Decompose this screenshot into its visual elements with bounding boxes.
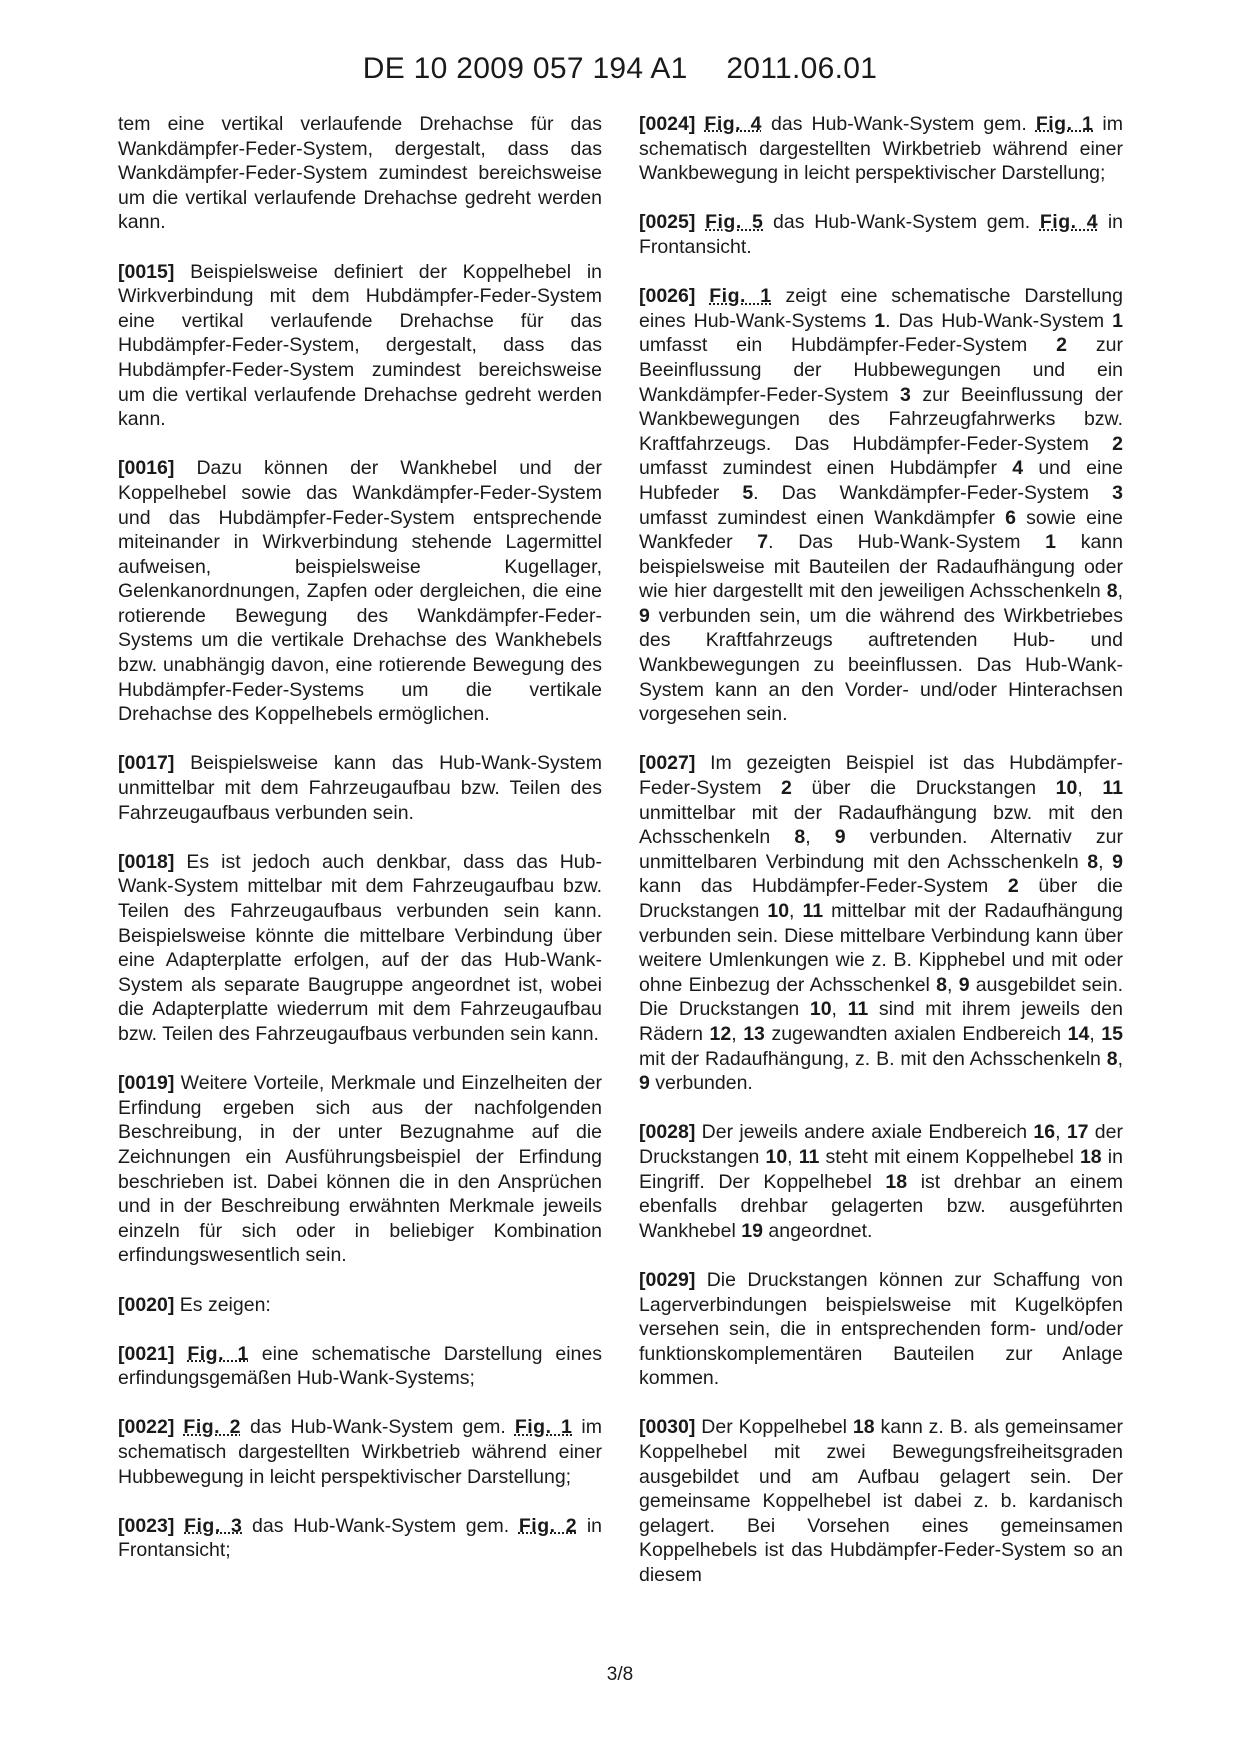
reference-numeral: 10	[765, 1145, 788, 1168]
paragraph-0028: [0028] Der jeweils andere axiale Endbereich 16, 17 der Druckstangen 10, 11 steht mit einem Koppelhebel 18 in Eingriff. Der Koppelhebel 18 ist drehbar an einem ebenfalls drehbar gelagerten bzw. ausgeführten Wankhebel 19 angeordnet.	[639, 1121, 1123, 1242]
paragraph-number: [0021]	[118, 1342, 175, 1365]
right-column	[639, 112, 1123, 1612]
reference-numeral: 4	[1012, 457, 1024, 480]
figure-link[interactable]: Fig. 3	[184, 1514, 243, 1537]
reference-numeral: 11	[802, 900, 824, 922]
reference-numeral: 3	[900, 383, 911, 406]
figure-link[interactable]: Fig. 1	[1035, 113, 1094, 135]
reference-numeral: 11	[1102, 777, 1123, 800]
paragraph-number: [0016]	[118, 457, 175, 480]
reference-numeral: 19	[741, 1219, 763, 1242]
reference-numeral: 18	[852, 1416, 875, 1439]
reference-numeral: 12	[709, 1022, 732, 1045]
paragraph-number: [0019]	[118, 1072, 175, 1095]
paragraph-0015: [0015] Beispielsweise definiert der Koppelhebel in Wirkverbindung mit dem Hubdämpfer-Feder-System eine vertikal verlaufende Drehachse für das Hubdämpfer-Feder-System, dergestalt, dass das Hubdämpfer-Feder-System zumindest bereichsweise um die vertikal verlaufende Drehachse gedreht werden kann.	[118, 260, 602, 431]
reference-numeral: 2	[1112, 432, 1123, 455]
publication-date: 2011.06.01	[726, 52, 878, 85]
paragraph-0023: [0023] Fig. 3 das Hub-Wank-System gem. Fig. 2 in Frontansicht;	[118, 1514, 603, 1562]
paragraph-0030: [0030] Der Koppelhebel 18 kann z. B. als gemeinsamer Koppelhebel mit zwei Bewegungsfreiheitsgraden ausgebildet und am Aufbau gelagert sein. Der gemeinsame Koppelhebel ist dabei z. b. kardanisch gelagert. Bei Vorsehen eines gemeinsamen Koppelhebels ist das Hubdämpfer-Feder-System so an diesem	[639, 1416, 1123, 1587]
paragraph-number: [0025]	[639, 211, 696, 234]
figure-link[interactable]: Fig. 5	[705, 211, 764, 234]
reference-numeral: 11	[847, 998, 869, 1021]
paragraph-number: [0017]	[118, 752, 175, 775]
paragraph-number: [0018]	[118, 850, 175, 873]
reference-numeral: 2	[781, 777, 792, 800]
paragraph-number: [0029]	[639, 1268, 696, 1291]
reference-numeral: 6	[1005, 506, 1016, 529]
reference-numeral: 9	[834, 826, 846, 849]
reference-numeral: 10	[767, 900, 790, 922]
reference-numeral: 10	[809, 998, 832, 1021]
paragraph-0025: [0025] Fig. 5 das Hub-Wank-System gem. Fig. 4 in Frontansicht.	[639, 211, 1124, 258]
figure-link[interactable]: Fig. 1	[514, 1416, 573, 1439]
paragraph-0024: [0024] Fig. 4 das Hub-Wank-System gem. Fig. 1 im schematisch dargestellten Wirkbetrieb während einer Wankbewegung in leicht perspektivischer Darstellung;	[639, 113, 1123, 185]
figure-link[interactable]: Fig. 1	[187, 1342, 249, 1365]
figure-link[interactable]: Fig. 4	[1039, 211, 1099, 234]
left-column	[118, 112, 602, 1588]
reference-numeral: 9	[1112, 850, 1123, 873]
page-number: 3/8	[606, 1664, 634, 1685]
paragraph-continued: tem eine vertikal verlaufende Drehachse für das Wankdämpfer-Feder-System, dergestalt, dass das Wankdämpfer-Feder-System zumindest bereichsweise um die vertikal verlaufende Drehachse gedreht werden kann.	[118, 113, 602, 234]
reference-numeral: 8	[794, 826, 806, 849]
paragraph-0026: [0026] Fig. 1 zeigt eine schematische Darstellung eines Hub-Wank-Systems 1. Das Hub-Wank-System 1 umfasst ein Hubdämpfer-Feder-System 2 zur Beeinflussung der Hubbewegungen und ein Wankdämpfer-Feder-System 3 zur Beeinflussung der Wankbewegungen des Fahrzeugfahrwerks bzw. Kraftfahrzeugs. Das Hubdämpfer-Feder-System 2 umfasst zumindest einen Hubdämpfer 4 und eine Hubfeder 5. Das Wankdämpfer-Feder-System 3 umfasst zumindest einen Wankdämpfer 6 sowie eine Wankfeder 7. Das Hub-Wank-System 1 kann beispielsweise mit Bauteilen der Radaufhängung oder wie hier dargestellt mit den jeweiligen Achsschenkeln 8, 9 verbunden sein, um die während des Wirkbetriebes des Kraftfahrzeugs auftretenden Hub- und Wankbewegungen zu beeinflussen. Das Hub-Wank-System kann an den Vorder- und/oder Hinterachsen vorgesehen sein.	[639, 285, 1124, 726]
reference-numeral: 9	[639, 604, 650, 627]
paragraph-number: [0015]	[118, 260, 175, 283]
figure-link[interactable]: Fig. 2	[183, 1416, 241, 1439]
figure-link[interactable]: Fig. 2	[518, 1514, 578, 1537]
reference-numeral: 1	[874, 309, 886, 332]
reference-numeral: 15	[1101, 1022, 1123, 1045]
reference-numeral: 18	[885, 1170, 908, 1193]
reference-numeral: 8	[1106, 1047, 1118, 1070]
paragraph-number: [0027]	[639, 752, 696, 775]
paragraph-number: [0030]	[639, 1416, 696, 1439]
paragraph-0018: [0018] Es ist jedoch auch denkbar, dass das Hub-Wank-System mittelbar mit dem Fahrzeugaufbau bzw. Teilen des Fahrzeugaufbaus verbunden sein kann. Beispielsweise könnte die mittelbare Verbindung über eine Adapterplatte erfolgen, auf der das Hub-Wank-System als separate Baugruppe angeordnet ist, wobei die Adapterplatte wiederrum mit dem Fahrzeugaufbau bzw. Teilen des Fahrzeugaufbaus verbunden sein kann.	[118, 850, 602, 1045]
paragraph-0022: [0022] Fig. 2 das Hub-Wank-System gem. Fig. 1 im schematisch dargestellten Wirkbetrieb während einer Hubbewegung in leicht perspektivischer Darstellung;	[118, 1416, 602, 1488]
reference-numeral: 3	[1112, 481, 1123, 504]
reference-numeral: 11	[798, 1145, 820, 1168]
reference-numeral: 2	[1007, 875, 1019, 898]
paragraph-0027: [0027] Im gezeigten Beispiel ist das Hubdämpfer-Feder-System 2 über die Druckstangen 10, 11 unmittelbar mit der Radaufhängung bzw. mit den Achsschenkeln 8, 9 verbunden. Alternativ zur unmittelbaren Verbindung mit den Achsschenkeln 8, 9 kann das Hubdämpfer-Feder-System 2 über die Druckstangen 10, 11 mittelbar mit der Radaufhängung verbunden sein. Diese mittelbare Verbindung kann über weitere Umlenkungen wie z. B. Kipphebel und mit oder ohne Einbezug der Achsschenkel 8, 9 ausgebildet sein. Die Druckstangen 10, 11 sind mit ihrem jeweils den Rädern 12, 13 zugewandten axialen Endbereich 14, 15 mit der Radaufhängung, z. B. mit den Achsschenkeln 8, 9 verbunden.	[639, 752, 1123, 1095]
paragraph-number: [0020]	[118, 1293, 175, 1316]
paragraph-0016: [0016] Dazu können der Wankhebel und der Koppelhebel sowie das Wankdämpfer-Feder-System und das Hubdämpfer-Feder-System entsprechende miteinander in Wirkverbindung stehende Lagermittel aufweisen, beispielsweise Kugellager, Gelenkanordnungen, Zapfen oder dergleichen, die eine rotierende Bewegung des Wankdämpfer-Feder-Systems um die vertikale Drehachse des Wankhebels bzw. unabhängig davon, eine rotierende Bewegung des Hubdämpfer-Feder-Systems um die vertikale Drehachse des Koppelhebels ermöglichen.	[118, 457, 602, 726]
paragraph-number: [0024]	[639, 113, 696, 135]
reference-numeral: 8	[936, 973, 947, 996]
figure-link[interactable]: Fig. 4	[704, 113, 762, 135]
publication-number: DE 10 2009 057 194 A1	[362, 52, 688, 85]
paragraph-0019: [0019] Weitere Vorteile, Merkmale und Einzelheiten der Erfindung ergeben sich aus der nachfolgenden Beschreibung, in der unter Bezugnahme auf die Zeichnungen ein Ausführungsbeispiel der Erfindung beschrieben ist. Dabei können die in den Ansprüchen und in der Beschreibung erwähnten Merkmale jeweils einzeln für sich oder in beliebiger Kombination erfindungswesentlich sein.	[118, 1072, 602, 1267]
reference-numeral: 18	[1079, 1145, 1102, 1168]
figure-link[interactable]: Fig. 1	[709, 285, 772, 308]
reference-numeral: 14	[1067, 1022, 1090, 1045]
reference-numeral: 7	[757, 531, 769, 554]
reference-numeral: 17	[1066, 1121, 1089, 1144]
paragraph-0021: [0021] Fig. 1 eine schematische Darstellung eines erfindungsgemäßen Hub-Wank-Systems;	[118, 1342, 602, 1390]
paragraph-number: [0028]	[639, 1121, 696, 1144]
paragraph-number: [0026]	[639, 285, 696, 308]
paragraph-0017: [0017] Beispielsweise kann das Hub-Wank-System unmittelbar mit dem Fahrzeugaufbau bzw. Teilen des Fahrzeugaufbaus verbunden sein.	[118, 752, 602, 824]
reference-numeral: 9	[639, 1072, 650, 1095]
reference-numeral: 10	[1055, 777, 1078, 800]
document-header	[0, 52, 1240, 86]
reference-numeral: 1	[1045, 531, 1057, 554]
paragraph-number: [0022]	[118, 1416, 175, 1439]
reference-numeral: 8	[1087, 850, 1099, 873]
reference-numeral: 2	[1056, 334, 1068, 357]
paragraph-0020: [0020] Es zeigen:	[118, 1293, 271, 1316]
reference-numeral: 16	[1033, 1121, 1056, 1144]
paragraph-number: [0023]	[118, 1514, 175, 1537]
paragraph-0029: [0029] Die Druckstangen können zur Schaffung von Lagerverbindungen beispielsweise mit Kugelköpfen versehen sein, die in entsprechenden form- und/oder funktionskomplementären Bauteilen zur Anlage kommen.	[639, 1268, 1123, 1390]
reference-numeral: 13	[743, 1022, 765, 1045]
reference-numeral: 9	[958, 973, 970, 996]
reference-numeral: 1	[1112, 309, 1123, 332]
reference-numeral: 5	[742, 481, 754, 504]
reference-numeral: 8	[1106, 580, 1118, 603]
